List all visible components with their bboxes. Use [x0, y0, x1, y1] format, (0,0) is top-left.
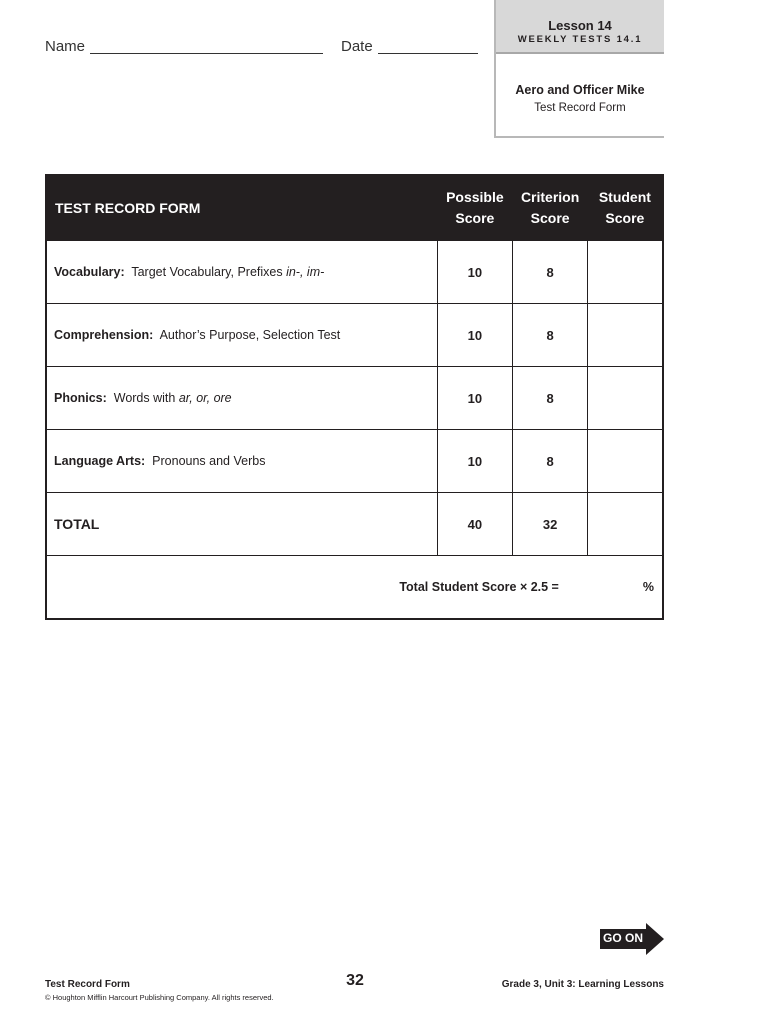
go-on-arrow	[600, 923, 664, 955]
header-line: Possible	[446, 189, 504, 205]
name-line[interactable]	[90, 53, 323, 54]
criterion-score: 8	[513, 304, 588, 367]
percent-sign: %	[642, 580, 654, 594]
row-detail: Words with	[113, 391, 179, 405]
name-label: Name	[45, 38, 86, 55]
row-category: Language Arts:	[54, 454, 146, 468]
criterion-score: 8	[513, 430, 588, 493]
table-header-row	[46, 175, 663, 241]
header-line: Student	[598, 189, 651, 205]
row-label	[46, 367, 437, 430]
table-row-vocabulary	[46, 241, 663, 304]
row-detail: Pronouns and Verbs	[152, 454, 266, 468]
weekly-tests-label: WEEKLY TESTS 14.1	[517, 34, 643, 45]
table-title: TEST RECORD FORM	[46, 175, 437, 241]
page-number: 32	[346, 972, 364, 989]
row-detail: Target Vocabulary, Prefixes	[131, 265, 287, 279]
header-line: Score	[530, 210, 570, 226]
story-title: Aero and Officer Mike	[515, 83, 645, 97]
row-detail: Author’s Purpose, Selection Test	[159, 328, 341, 342]
header-line: Score	[455, 210, 495, 226]
criterion-score: 8	[513, 241, 588, 304]
row-category: Vocabulary:	[54, 265, 125, 279]
row-category: Comprehension:	[54, 328, 154, 342]
header-line: Criterion	[520, 189, 580, 205]
lesson-box	[494, 0, 664, 138]
formula-cell	[46, 556, 663, 620]
student-score-header	[588, 175, 663, 241]
footer-right: Grade 3, Unit 3: Learning Lessons	[501, 979, 664, 990]
table-row-phonics	[46, 367, 663, 430]
possible-score-header	[437, 175, 512, 241]
row-category: Phonics:	[54, 391, 107, 405]
possible-score: 10	[437, 304, 512, 367]
go-on-label: GO ON	[600, 929, 647, 948]
student-score-cell[interactable]	[588, 241, 663, 304]
footer-title: Test Record Form	[45, 979, 130, 990]
total-criterion-score: 32	[513, 493, 588, 556]
student-score-cell[interactable]	[588, 430, 663, 493]
form-label: Test Record Form	[534, 102, 626, 114]
student-score-cell[interactable]	[588, 304, 663, 367]
row-label	[46, 304, 437, 367]
lesson-title: Lesson 14	[548, 18, 612, 33]
row-detail-italic: in-, im-	[286, 265, 325, 279]
student-score-cell[interactable]	[588, 367, 663, 430]
row-label	[46, 430, 437, 493]
total-label: TOTAL	[54, 516, 100, 532]
date-label: Date	[341, 38, 373, 55]
row-label	[46, 493, 437, 556]
test-record-table	[45, 174, 664, 620]
possible-score: 10	[437, 241, 512, 304]
criterion-score: 8	[513, 367, 588, 430]
date-line[interactable]	[378, 53, 478, 54]
header-line: Score	[605, 210, 645, 226]
table-row-comprehension	[46, 304, 663, 367]
table-row-formula	[46, 556, 663, 620]
row-detail-italic: ar, or, ore	[178, 391, 232, 405]
row-label	[46, 241, 437, 304]
lesson-header	[496, 0, 664, 54]
table-row-total	[46, 493, 663, 556]
table-row-language-arts	[46, 430, 663, 493]
possible-score: 10	[437, 430, 512, 493]
total-student-score-cell[interactable]	[588, 493, 663, 556]
formula-text: Total Student Score × 2.5 =	[399, 580, 559, 594]
criterion-score-header	[513, 175, 588, 241]
copyright: © Houghton Mifflin Harcourt Publishing Company. All rights reserved.	[45, 993, 274, 1002]
total-possible-score: 40	[437, 493, 512, 556]
possible-score: 10	[437, 367, 512, 430]
